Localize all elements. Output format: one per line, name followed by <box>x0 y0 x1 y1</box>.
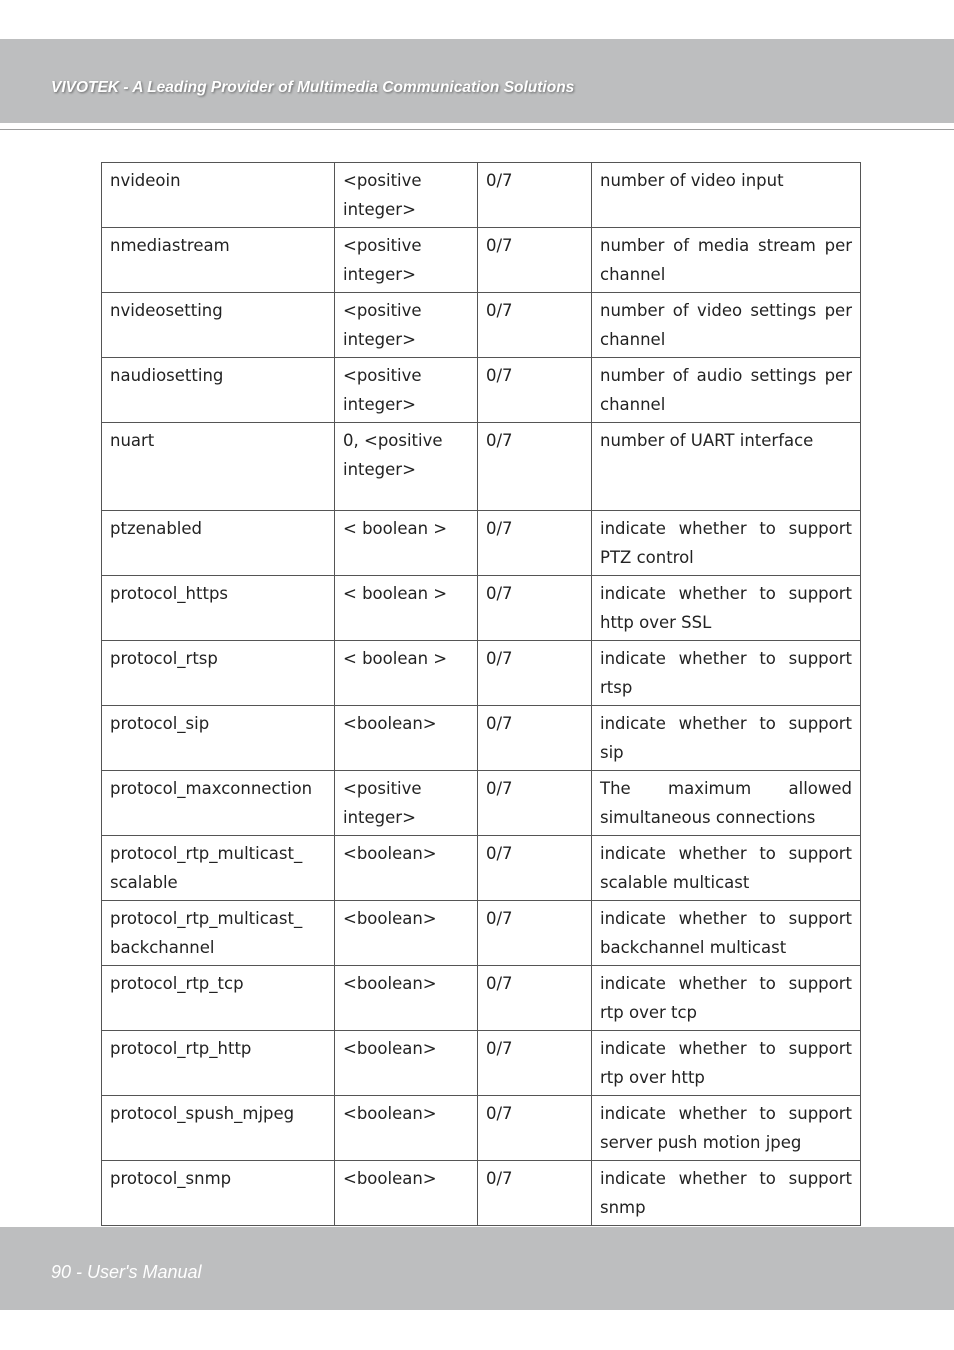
param-name-cell: protocol_rtp_tcp <box>102 966 335 1031</box>
param-name-cell: protocol_sip <box>102 706 335 771</box>
table-row <box>102 771 861 836</box>
param-value-cell: < boolean > <box>335 511 478 576</box>
param-value-cell: <positive integer> <box>335 771 478 836</box>
param-security-cell: 0/7 <box>478 836 592 901</box>
param-security-cell: 0/7 <box>478 511 592 576</box>
param-name-cell: protocol_rtp_multicast_ backchannel <box>102 901 335 966</box>
param-name-cell: protocol_maxconnection <box>102 771 335 836</box>
table-row <box>102 641 861 706</box>
param-name-cell: naudiosetting <box>102 358 335 423</box>
param-value-cell: <boolean> <box>335 706 478 771</box>
parameter-table <box>101 162 861 1226</box>
param-description-cell: number of video settings per channel <box>592 293 861 358</box>
footer-page-label: 90 - User's Manual <box>51 1262 202 1282</box>
param-description-cell: indicate whether to support http over SSL <box>592 576 861 641</box>
param-description-cell: indicate whether to support rtsp <box>592 641 861 706</box>
param-description-cell: indicate whether to support PTZ control <box>592 511 861 576</box>
param-security-cell: 0/7 <box>478 706 592 771</box>
table-row <box>102 293 861 358</box>
param-description-cell: number of media stream per channel <box>592 228 861 293</box>
param-description-cell: indicate whether to support snmp <box>592 1161 861 1226</box>
param-security-cell: 0/7 <box>478 1161 592 1226</box>
param-value-cell: <positive integer> <box>335 358 478 423</box>
param-name-cell: nuart <box>102 423 335 511</box>
table-row <box>102 1031 861 1096</box>
param-description-cell: indicate whether to support rtp over http <box>592 1031 861 1096</box>
param-security-cell: 0/7 <box>478 771 592 836</box>
param-value-cell: <positive integer> <box>335 163 478 228</box>
param-name-cell: protocol_snmp <box>102 1161 335 1226</box>
param-security-cell: 0/7 <box>478 576 592 641</box>
param-security-cell: 0/7 <box>478 358 592 423</box>
param-value-cell: <positive integer> <box>335 228 478 293</box>
param-security-cell: 0/7 <box>478 423 592 511</box>
table-row <box>102 1161 861 1226</box>
table-row <box>102 966 861 1031</box>
param-name-cell: protocol_spush_mjpeg <box>102 1096 335 1161</box>
table-row <box>102 576 861 641</box>
table-row <box>102 706 861 771</box>
param-value-cell: <boolean> <box>335 966 478 1031</box>
param-security-cell: 0/7 <box>478 163 592 228</box>
param-description-cell: number of UART interface <box>592 423 861 511</box>
param-name-cell: protocol_rtp_http <box>102 1031 335 1096</box>
table-row <box>102 423 861 511</box>
param-security-cell: 0/7 <box>478 1096 592 1161</box>
param-security-cell: 0/7 <box>478 641 592 706</box>
param-name-cell: protocol_https <box>102 576 335 641</box>
header-title: VIVOTEK - A Leading Provider of Multimedia Communication Solutions <box>51 79 575 96</box>
table-row <box>102 1096 861 1161</box>
param-value-cell: <boolean> <box>335 1096 478 1161</box>
param-name-cell: nvideosetting <box>102 293 335 358</box>
param-description-cell: The maximum allowed simultaneous connections <box>592 771 861 836</box>
param-value-cell: < boolean > <box>335 576 478 641</box>
table-row <box>102 901 861 966</box>
table-row <box>102 163 861 228</box>
param-value-cell: <boolean> <box>335 901 478 966</box>
param-name-cell: nmediastream <box>102 228 335 293</box>
table-row <box>102 511 861 576</box>
param-description-cell: indicate whether to support rtp over tcp <box>592 966 861 1031</box>
param-security-cell: 0/7 <box>478 1031 592 1096</box>
param-security-cell: 0/7 <box>478 228 592 293</box>
header-divider <box>0 129 954 130</box>
param-description-cell: indicate whether to support sip <box>592 706 861 771</box>
parameter-table-body <box>102 163 861 1226</box>
param-name-cell: protocol_rtp_multicast_ scalable <box>102 836 335 901</box>
param-value-cell: <positive integer> <box>335 293 478 358</box>
param-value-cell: 0, <positive integer> <box>335 423 478 511</box>
param-security-cell: 0/7 <box>478 293 592 358</box>
param-value-cell: <boolean> <box>335 1161 478 1226</box>
param-value-cell: <boolean> <box>335 1031 478 1096</box>
param-description-cell: number of audio settings per channel <box>592 358 861 423</box>
table-row <box>102 358 861 423</box>
param-description-cell: indicate whether to support scalable multicast <box>592 836 861 901</box>
param-security-cell: 0/7 <box>478 901 592 966</box>
table-row <box>102 836 861 901</box>
param-description-cell: number of video input <box>592 163 861 228</box>
param-name-cell: nvideoin <box>102 163 335 228</box>
table-row <box>102 228 861 293</box>
param-value-cell: <boolean> <box>335 836 478 901</box>
param-description-cell: indicate whether to support server push motion jpeg <box>592 1096 861 1161</box>
param-description-cell: indicate whether to support backchannel multicast <box>592 901 861 966</box>
param-security-cell: 0/7 <box>478 966 592 1031</box>
param-value-cell: < boolean > <box>335 641 478 706</box>
param-name-cell: protocol_rtsp <box>102 641 335 706</box>
param-name-cell: ptzenabled <box>102 511 335 576</box>
